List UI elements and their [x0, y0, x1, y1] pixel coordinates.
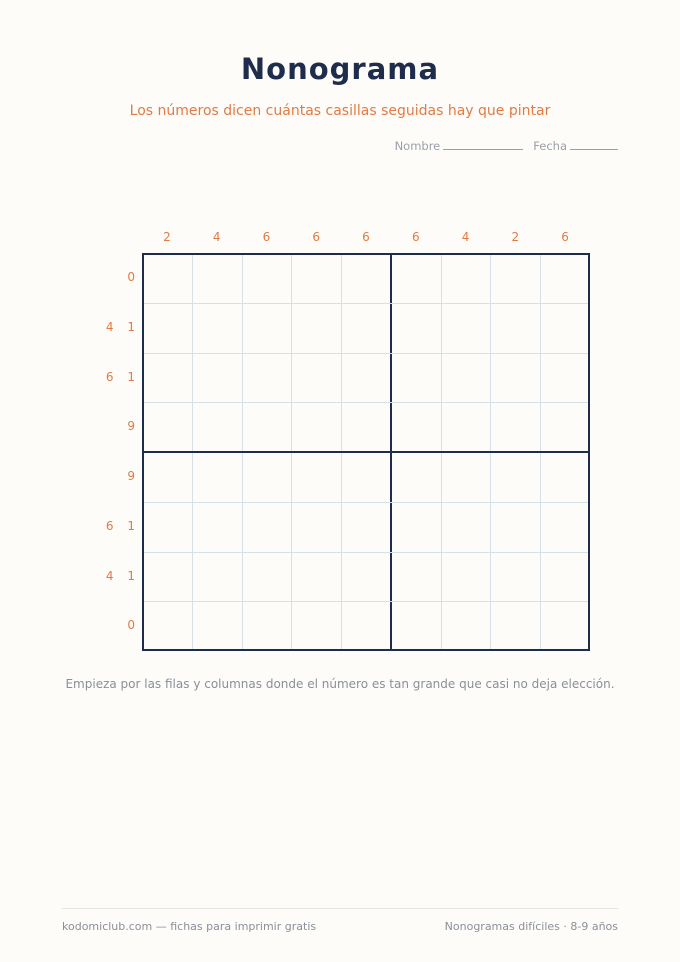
footer-divider [62, 908, 618, 909]
row-clue: 6 1 [105, 518, 135, 533]
page-subtitle: Los números dicen cuántas casillas seguidas hay que pintar [129, 103, 551, 119]
hint-text: Empieza por las filas y columnas donde el número es tan grande que casi no deja elección. [65, 677, 615, 691]
column-clue: 2 [511, 230, 520, 244]
name-date-fields [395, 139, 618, 153]
row-clue: 9 [127, 419, 135, 434]
name-line [443, 148, 523, 150]
date-label: Fecha [533, 139, 567, 153]
column-clue: 2 [163, 230, 171, 244]
row-clue: 0 [127, 618, 135, 633]
column-clue: 4 [461, 230, 470, 244]
column-clue: 6 [561, 230, 569, 244]
row-clue: 9 [127, 469, 135, 483]
page-title: Nonograma [240, 52, 440, 86]
grid-border [142, 253, 590, 651]
column-clue: 6 [312, 230, 321, 244]
column-clue: 6 [362, 230, 370, 244]
date-line [570, 148, 618, 150]
footer-category: Nonogramas difíciles · 8-9 años [444, 920, 618, 933]
column-clue: 6 [411, 230, 420, 244]
name-label: Nombre [394, 139, 441, 153]
row-clue: 4 1 [105, 319, 135, 334]
row-clue: 4 1 [105, 568, 135, 583]
column-clue: 6 [262, 230, 271, 244]
nonogram-grid [142, 253, 590, 651]
column-clue: 4 [212, 230, 221, 244]
footer-site: kodomiclub.com — fichas para imprimir gratis [62, 920, 317, 933]
row-clue: 0 [127, 270, 135, 284]
date-field[interactable] [533, 139, 618, 153]
name-field[interactable] [395, 139, 524, 153]
row-clue: 6 1 [105, 369, 135, 384]
